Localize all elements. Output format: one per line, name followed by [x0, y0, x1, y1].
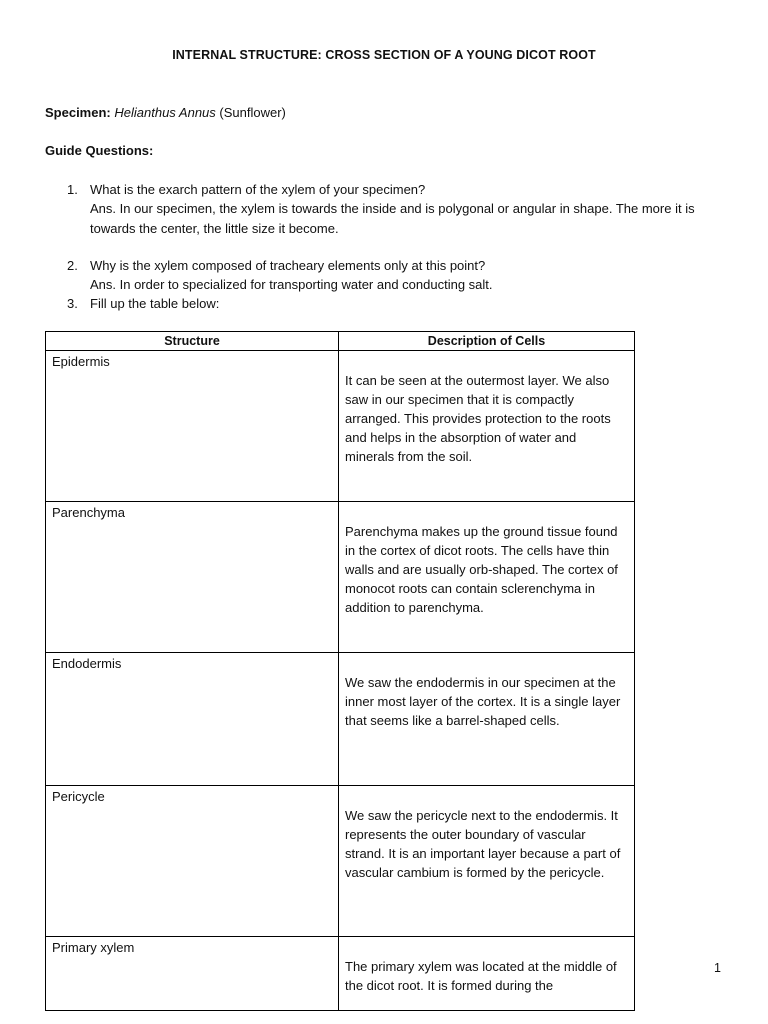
- table-header-row: [46, 332, 635, 351]
- specimen-label: Specimen:: [45, 105, 111, 120]
- description-cell: We saw the endodermis in our specimen at the inner most layer of the cortex. It is a single layer that seems like a barrel-shaped cells.: [339, 653, 635, 786]
- table-row: [46, 786, 635, 937]
- column-header-description: Description of Cells: [339, 332, 635, 351]
- structure-cell: Pericycle: [46, 786, 339, 937]
- table-row: [46, 351, 635, 502]
- description-cell: Parenchyma makes up the ground tissue found in the cortex of dicot roots. The cells have thin walls and are usually orb-shaped. The cortex of monocot roots can contain sclerenchyma in addition to parenchyma.: [339, 502, 635, 653]
- column-header-structure: Structure: [46, 332, 339, 351]
- question-text: Why is the xylem composed of tracheary elements only at this point?: [90, 258, 486, 273]
- table-row: [46, 937, 635, 1011]
- question-number: 3.: [67, 296, 78, 311]
- description-cell: The primary xylem was located at the middle of the dicot root. It is formed during the: [339, 937, 635, 1011]
- specimen-scientific-name: Helianthus Annus: [114, 105, 216, 120]
- answer-text: Ans. In order to specialized for transporting water and conducting salt.: [90, 277, 493, 293]
- structure-cell: Epidermis: [46, 351, 339, 502]
- question-item: [67, 294, 727, 313]
- page-number: 1: [714, 961, 721, 975]
- structure-cell: Parenchyma: [46, 502, 339, 653]
- structure-table: [45, 331, 635, 1011]
- specimen-line: [45, 105, 286, 120]
- question-number: 2.: [67, 258, 78, 273]
- question-text: What is the exarch pattern of the xylem of your specimen?: [90, 182, 426, 197]
- question-text: Fill up the table below:: [90, 296, 220, 311]
- description-cell: We saw the pericycle next to the endodermis. It represents the outer boundary of vascular strand. It is an important layer because a part of vascular cambium is formed by the pericycle.: [339, 786, 635, 937]
- table-row: [46, 502, 635, 653]
- question-item: [67, 256, 727, 295]
- specimen-common-name: (Sunflower): [219, 105, 286, 120]
- description-cell: It can be seen at the outermost layer. We also saw in our specimen that it is compactly arranged. This provides protection to the roots and helps in the absorption of water and minerals from the soil.: [339, 351, 635, 502]
- table-row: [46, 653, 635, 786]
- structure-cell: Primary xylem: [46, 937, 339, 1011]
- question-number: 1.: [67, 182, 78, 197]
- guide-questions-heading: Guide Questions:: [45, 143, 154, 158]
- document-title: INTERNAL STRUCTURE: CROSS SECTION OF A YOUNG DICOT ROOT: [172, 48, 596, 62]
- structure-cell: Endodermis: [46, 653, 339, 786]
- answer-text: Ans. In our specimen, the xylem is towards the inside and is polygonal or angular in shape. The more it is towards the center, the little size it become.: [90, 201, 695, 236]
- question-item: [67, 180, 727, 238]
